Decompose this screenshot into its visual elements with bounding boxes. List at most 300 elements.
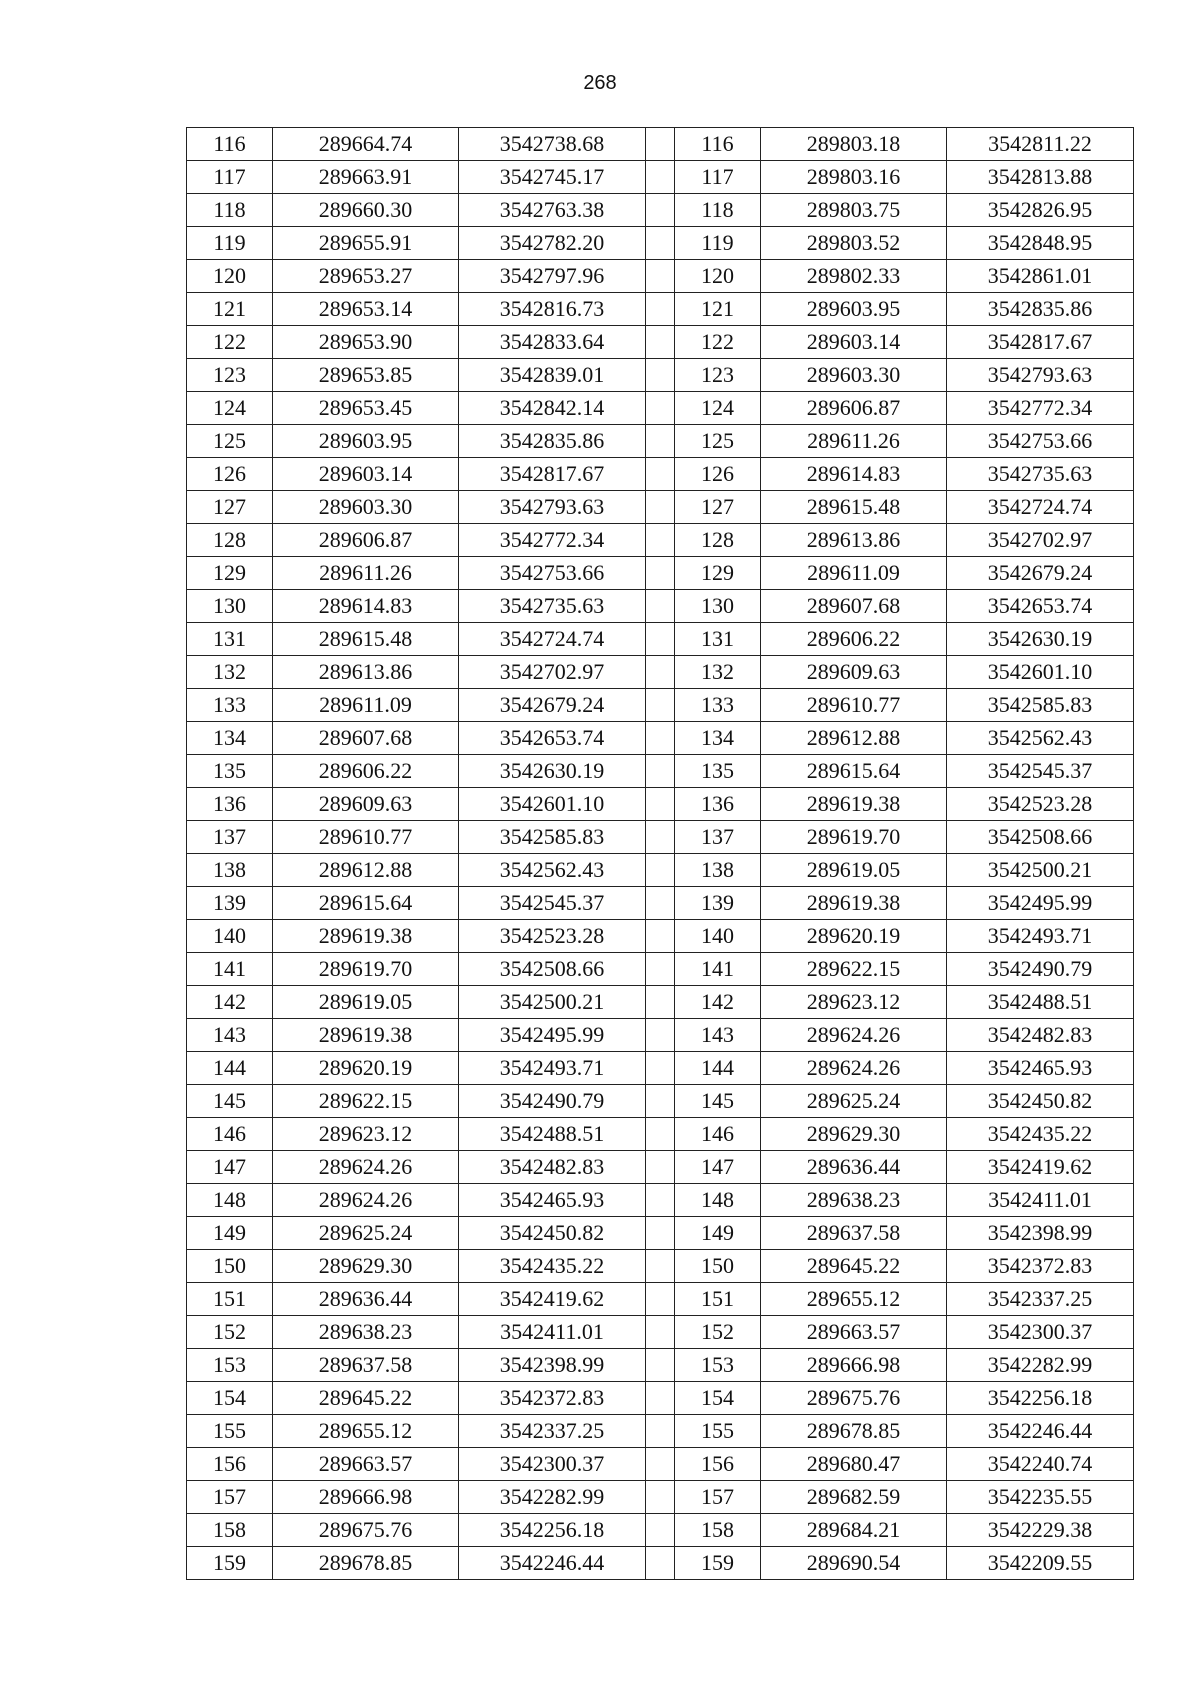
right-x-coordinate-cell: 289620.19 [761,920,947,953]
left-point-number-cell: 151 [187,1283,273,1316]
right-x-coordinate-cell: 289803.75 [761,194,947,227]
left-x-coordinate-cell: 289629.30 [273,1250,459,1283]
right-point-number-cell: 155 [675,1415,761,1448]
right-y-coordinate-cell: 3542256.18 [947,1382,1134,1415]
left-x-coordinate-cell: 289655.12 [273,1415,459,1448]
left-point-number-cell: 155 [187,1415,273,1448]
spacer-cell [646,1019,675,1052]
left-y-coordinate-cell: 3542490.79 [459,1085,646,1118]
left-x-coordinate-cell: 289611.09 [273,689,459,722]
left-y-coordinate-cell: 3542337.25 [459,1415,646,1448]
right-point-number-cell: 122 [675,326,761,359]
left-point-number-cell: 124 [187,392,273,425]
left-x-coordinate-cell: 289664.74 [273,128,459,161]
right-x-coordinate-cell: 289803.16 [761,161,947,194]
spacer-cell [646,1217,675,1250]
left-point-number-cell: 120 [187,260,273,293]
spacer-cell [646,1448,675,1481]
spacer-cell [646,788,675,821]
spacer-cell [646,920,675,953]
left-point-number-cell: 131 [187,623,273,656]
right-point-number-cell: 148 [675,1184,761,1217]
table-row [187,359,1134,392]
table-row [187,293,1134,326]
table-row [187,1415,1134,1448]
right-x-coordinate-cell: 289678.85 [761,1415,947,1448]
spacer-cell [646,1415,675,1448]
right-x-coordinate-cell: 289802.33 [761,260,947,293]
right-y-coordinate-cell: 3542772.34 [947,392,1134,425]
right-x-coordinate-cell: 289803.52 [761,227,947,260]
table-row [187,1316,1134,1349]
right-y-coordinate-cell: 3542495.99 [947,887,1134,920]
right-y-coordinate-cell: 3542679.24 [947,557,1134,590]
left-point-number-cell: 128 [187,524,273,557]
table-row [187,1217,1134,1250]
left-point-number-cell: 133 [187,689,273,722]
right-y-coordinate-cell: 3542398.99 [947,1217,1134,1250]
right-y-coordinate-cell: 3542500.21 [947,854,1134,887]
right-x-coordinate-cell: 289613.86 [761,524,947,557]
left-y-coordinate-cell: 3542562.43 [459,854,646,887]
left-x-coordinate-cell: 289619.05 [273,986,459,1019]
table-row [187,689,1134,722]
spacer-cell [646,128,675,161]
left-point-number-cell: 137 [187,821,273,854]
right-y-coordinate-cell: 3542435.22 [947,1118,1134,1151]
right-x-coordinate-cell: 289675.76 [761,1382,947,1415]
right-x-coordinate-cell: 289680.47 [761,1448,947,1481]
left-x-coordinate-cell: 289615.64 [273,887,459,920]
left-x-coordinate-cell: 289603.30 [273,491,459,524]
left-point-number-cell: 158 [187,1514,273,1547]
left-x-coordinate-cell: 289625.24 [273,1217,459,1250]
right-point-number-cell: 144 [675,1052,761,1085]
right-point-number-cell: 149 [675,1217,761,1250]
right-x-coordinate-cell: 289803.18 [761,128,947,161]
left-x-coordinate-cell: 289619.38 [273,1019,459,1052]
left-x-coordinate-cell: 289637.58 [273,1349,459,1382]
right-x-coordinate-cell: 289625.24 [761,1085,947,1118]
right-y-coordinate-cell: 3542372.83 [947,1250,1134,1283]
left-point-number-cell: 152 [187,1316,273,1349]
right-x-coordinate-cell: 289684.21 [761,1514,947,1547]
left-point-number-cell: 125 [187,425,273,458]
left-y-coordinate-cell: 3542398.99 [459,1349,646,1382]
left-x-coordinate-cell: 289636.44 [273,1283,459,1316]
right-point-number-cell: 123 [675,359,761,392]
left-x-coordinate-cell: 289653.45 [273,392,459,425]
right-x-coordinate-cell: 289655.12 [761,1283,947,1316]
right-y-coordinate-cell: 3542653.74 [947,590,1134,623]
table-row [187,887,1134,920]
table-row [187,788,1134,821]
spacer-cell [646,1481,675,1514]
right-x-coordinate-cell: 289612.88 [761,722,947,755]
spacer-cell [646,1283,675,1316]
right-point-number-cell: 159 [675,1547,761,1580]
table-row [187,524,1134,557]
right-point-number-cell: 133 [675,689,761,722]
right-y-coordinate-cell: 3542419.62 [947,1151,1134,1184]
left-y-coordinate-cell: 3542817.67 [459,458,646,491]
left-point-number-cell: 139 [187,887,273,920]
spacer-cell [646,524,675,557]
right-x-coordinate-cell: 289623.12 [761,986,947,1019]
left-x-coordinate-cell: 289619.38 [273,920,459,953]
left-point-number-cell: 156 [187,1448,273,1481]
left-point-number-cell: 121 [187,293,273,326]
right-y-coordinate-cell: 3542411.01 [947,1184,1134,1217]
right-point-number-cell: 130 [675,590,761,623]
left-y-coordinate-cell: 3542465.93 [459,1184,646,1217]
left-x-coordinate-cell: 289653.27 [273,260,459,293]
left-x-coordinate-cell: 289613.86 [273,656,459,689]
left-point-number-cell: 134 [187,722,273,755]
spacer-cell [646,854,675,887]
left-y-coordinate-cell: 3542508.66 [459,953,646,986]
left-point-number-cell: 129 [187,557,273,590]
spacer-cell [646,1382,675,1415]
right-point-number-cell: 152 [675,1316,761,1349]
right-point-number-cell: 138 [675,854,761,887]
left-x-coordinate-cell: 289603.14 [273,458,459,491]
spacer-cell [646,821,675,854]
right-point-number-cell: 125 [675,425,761,458]
table-row [187,1184,1134,1217]
right-x-coordinate-cell: 289637.58 [761,1217,947,1250]
table-row [187,623,1134,656]
left-point-number-cell: 138 [187,854,273,887]
right-y-coordinate-cell: 3542735.63 [947,458,1134,491]
right-x-coordinate-cell: 289624.26 [761,1019,947,1052]
right-point-number-cell: 131 [675,623,761,656]
table-row [187,128,1134,161]
left-x-coordinate-cell: 289678.85 [273,1547,459,1580]
spacer-cell [646,491,675,524]
left-point-number-cell: 118 [187,194,273,227]
right-point-number-cell: 117 [675,161,761,194]
right-x-coordinate-cell: 289619.38 [761,887,947,920]
left-y-coordinate-cell: 3542702.97 [459,656,646,689]
right-point-number-cell: 157 [675,1481,761,1514]
left-x-coordinate-cell: 289675.76 [273,1514,459,1547]
left-point-number-cell: 144 [187,1052,273,1085]
right-x-coordinate-cell: 289603.30 [761,359,947,392]
table-row [187,590,1134,623]
left-y-coordinate-cell: 3542246.44 [459,1547,646,1580]
table-row [187,1448,1134,1481]
right-x-coordinate-cell: 289682.59 [761,1481,947,1514]
right-point-number-cell: 121 [675,293,761,326]
spacer-cell [646,1184,675,1217]
spacer-cell [646,623,675,656]
left-x-coordinate-cell: 289614.83 [273,590,459,623]
spacer-cell [646,656,675,689]
right-point-number-cell: 119 [675,227,761,260]
right-y-coordinate-cell: 3542450.82 [947,1085,1134,1118]
right-point-number-cell: 139 [675,887,761,920]
spacer-cell [646,1514,675,1547]
left-point-number-cell: 149 [187,1217,273,1250]
table-row [187,1283,1134,1316]
right-x-coordinate-cell: 289603.95 [761,293,947,326]
spacer-cell [646,1547,675,1580]
left-y-coordinate-cell: 3542282.99 [459,1481,646,1514]
left-y-coordinate-cell: 3542816.73 [459,293,646,326]
table-row [187,920,1134,953]
left-y-coordinate-cell: 3542450.82 [459,1217,646,1250]
table-row [187,1382,1134,1415]
left-y-coordinate-cell: 3542782.20 [459,227,646,260]
spacer-cell [646,425,675,458]
left-point-number-cell: 135 [187,755,273,788]
right-point-number-cell: 141 [675,953,761,986]
left-y-coordinate-cell: 3542735.63 [459,590,646,623]
spacer-cell [646,1118,675,1151]
left-y-coordinate-cell: 3542482.83 [459,1151,646,1184]
left-y-coordinate-cell: 3542772.34 [459,524,646,557]
right-y-coordinate-cell: 3542282.99 [947,1349,1134,1382]
right-x-coordinate-cell: 289606.22 [761,623,947,656]
spacer-cell [646,392,675,425]
table-row [187,1118,1134,1151]
coordinates-table-body [187,128,1134,1580]
left-point-number-cell: 148 [187,1184,273,1217]
left-y-coordinate-cell: 3542793.63 [459,491,646,524]
table-row [187,755,1134,788]
left-y-coordinate-cell: 3542435.22 [459,1250,646,1283]
left-y-coordinate-cell: 3542753.66 [459,557,646,590]
spacer-cell [646,986,675,1019]
spacer-cell [646,953,675,986]
table-row [187,161,1134,194]
left-y-coordinate-cell: 3542300.37 [459,1448,646,1481]
left-y-coordinate-cell: 3542653.74 [459,722,646,755]
spacer-cell [646,227,675,260]
right-x-coordinate-cell: 289615.48 [761,491,947,524]
right-y-coordinate-cell: 3542601.10 [947,656,1134,689]
right-point-number-cell: 118 [675,194,761,227]
left-x-coordinate-cell: 289624.26 [273,1151,459,1184]
right-y-coordinate-cell: 3542817.67 [947,326,1134,359]
table-row [187,1547,1134,1580]
left-point-number-cell: 122 [187,326,273,359]
spacer-cell [646,458,675,491]
right-x-coordinate-cell: 289663.57 [761,1316,947,1349]
left-y-coordinate-cell: 3542738.68 [459,128,646,161]
right-y-coordinate-cell: 3542300.37 [947,1316,1134,1349]
right-point-number-cell: 126 [675,458,761,491]
right-x-coordinate-cell: 289638.23 [761,1184,947,1217]
table-row [187,854,1134,887]
right-x-coordinate-cell: 289622.15 [761,953,947,986]
right-y-coordinate-cell: 3542523.28 [947,788,1134,821]
right-y-coordinate-cell: 3542753.66 [947,425,1134,458]
right-y-coordinate-cell: 3542488.51 [947,986,1134,1019]
table-row [187,260,1134,293]
table-row [187,953,1134,986]
right-point-number-cell: 153 [675,1349,761,1382]
spacer-cell [646,1316,675,1349]
right-point-number-cell: 137 [675,821,761,854]
spacer-cell [646,722,675,755]
table-row [187,722,1134,755]
right-x-coordinate-cell: 289606.87 [761,392,947,425]
right-point-number-cell: 124 [675,392,761,425]
right-point-number-cell: 146 [675,1118,761,1151]
table-row [187,1514,1134,1547]
left-x-coordinate-cell: 289638.23 [273,1316,459,1349]
table-row [187,458,1134,491]
right-y-coordinate-cell: 3542630.19 [947,623,1134,656]
left-x-coordinate-cell: 289606.22 [273,755,459,788]
left-x-coordinate-cell: 289606.87 [273,524,459,557]
left-y-coordinate-cell: 3542256.18 [459,1514,646,1547]
left-point-number-cell: 140 [187,920,273,953]
right-y-coordinate-cell: 3542861.01 [947,260,1134,293]
left-y-coordinate-cell: 3542419.62 [459,1283,646,1316]
right-x-coordinate-cell: 289619.05 [761,854,947,887]
right-point-number-cell: 150 [675,1250,761,1283]
left-x-coordinate-cell: 289603.95 [273,425,459,458]
right-point-number-cell: 143 [675,1019,761,1052]
left-point-number-cell: 117 [187,161,273,194]
right-point-number-cell: 136 [675,788,761,821]
spacer-cell [646,326,675,359]
table-row [187,425,1134,458]
left-y-coordinate-cell: 3542601.10 [459,788,646,821]
right-x-coordinate-cell: 289690.54 [761,1547,947,1580]
table-row [187,656,1134,689]
right-x-coordinate-cell: 289611.09 [761,557,947,590]
table-row [187,1349,1134,1382]
left-x-coordinate-cell: 289653.85 [273,359,459,392]
table-row [187,194,1134,227]
right-y-coordinate-cell: 3542585.83 [947,689,1134,722]
spacer-cell [646,1349,675,1382]
table-row [187,227,1134,260]
table-row [187,1085,1134,1118]
left-y-coordinate-cell: 3542679.24 [459,689,646,722]
spacer-cell [646,293,675,326]
right-point-number-cell: 158 [675,1514,761,1547]
right-y-coordinate-cell: 3542229.38 [947,1514,1134,1547]
left-point-number-cell: 136 [187,788,273,821]
left-y-coordinate-cell: 3542488.51 [459,1118,646,1151]
left-point-number-cell: 132 [187,656,273,689]
right-x-coordinate-cell: 289603.14 [761,326,947,359]
left-point-number-cell: 119 [187,227,273,260]
spacer-cell [646,1151,675,1184]
table-row [187,557,1134,590]
right-y-coordinate-cell: 3542235.55 [947,1481,1134,1514]
table-row [187,1250,1134,1283]
right-point-number-cell: 120 [675,260,761,293]
left-y-coordinate-cell: 3542797.96 [459,260,646,293]
left-x-coordinate-cell: 289609.63 [273,788,459,821]
left-point-number-cell: 142 [187,986,273,1019]
left-x-coordinate-cell: 289653.14 [273,293,459,326]
table-row [187,821,1134,854]
right-point-number-cell: 151 [675,1283,761,1316]
left-point-number-cell: 145 [187,1085,273,1118]
left-x-coordinate-cell: 289645.22 [273,1382,459,1415]
left-y-coordinate-cell: 3542745.17 [459,161,646,194]
left-y-coordinate-cell: 3542842.14 [459,392,646,425]
right-x-coordinate-cell: 289615.64 [761,755,947,788]
left-x-coordinate-cell: 289620.19 [273,1052,459,1085]
spacer-cell [646,1250,675,1283]
spacer-cell [646,260,675,293]
right-point-number-cell: 128 [675,524,761,557]
right-x-coordinate-cell: 289645.22 [761,1250,947,1283]
right-x-coordinate-cell: 289610.77 [761,689,947,722]
left-x-coordinate-cell: 289622.15 [273,1085,459,1118]
left-x-coordinate-cell: 289655.91 [273,227,459,260]
spacer-cell [646,359,675,392]
spacer-cell [646,590,675,623]
left-x-coordinate-cell: 289653.90 [273,326,459,359]
right-point-number-cell: 116 [675,128,761,161]
table-row [187,491,1134,524]
right-y-coordinate-cell: 3542337.25 [947,1283,1134,1316]
left-point-number-cell: 157 [187,1481,273,1514]
table-row [187,392,1134,425]
right-x-coordinate-cell: 289607.68 [761,590,947,623]
left-y-coordinate-cell: 3542724.74 [459,623,646,656]
right-x-coordinate-cell: 289619.38 [761,788,947,821]
spacer-cell [646,161,675,194]
left-x-coordinate-cell: 289611.26 [273,557,459,590]
table-row [187,326,1134,359]
left-x-coordinate-cell: 289666.98 [273,1481,459,1514]
right-point-number-cell: 147 [675,1151,761,1184]
left-point-number-cell: 130 [187,590,273,623]
left-y-coordinate-cell: 3542495.99 [459,1019,646,1052]
right-x-coordinate-cell: 289611.26 [761,425,947,458]
left-x-coordinate-cell: 289663.57 [273,1448,459,1481]
right-y-coordinate-cell: 3542465.93 [947,1052,1134,1085]
left-y-coordinate-cell: 3542763.38 [459,194,646,227]
left-x-coordinate-cell: 289607.68 [273,722,459,755]
page-number: 268 [583,72,617,94]
right-y-coordinate-cell: 3542240.74 [947,1448,1134,1481]
right-point-number-cell: 154 [675,1382,761,1415]
right-y-coordinate-cell: 3542490.79 [947,953,1134,986]
left-y-coordinate-cell: 3542545.37 [459,887,646,920]
left-y-coordinate-cell: 3542835.86 [459,425,646,458]
left-x-coordinate-cell: 289612.88 [273,854,459,887]
right-x-coordinate-cell: 289614.83 [761,458,947,491]
left-point-number-cell: 154 [187,1382,273,1415]
right-y-coordinate-cell: 3542246.44 [947,1415,1134,1448]
right-point-number-cell: 145 [675,1085,761,1118]
right-y-coordinate-cell: 3542482.83 [947,1019,1134,1052]
left-x-coordinate-cell: 289660.30 [273,194,459,227]
table-row [187,1481,1134,1514]
spacer-cell [646,1085,675,1118]
right-y-coordinate-cell: 3542493.71 [947,920,1134,953]
left-x-coordinate-cell: 289663.91 [273,161,459,194]
right-y-coordinate-cell: 3542562.43 [947,722,1134,755]
left-y-coordinate-cell: 3542493.71 [459,1052,646,1085]
left-y-coordinate-cell: 3542411.01 [459,1316,646,1349]
left-point-number-cell: 150 [187,1250,273,1283]
right-y-coordinate-cell: 3542835.86 [947,293,1134,326]
right-y-coordinate-cell: 3542209.55 [947,1547,1134,1580]
right-point-number-cell: 132 [675,656,761,689]
